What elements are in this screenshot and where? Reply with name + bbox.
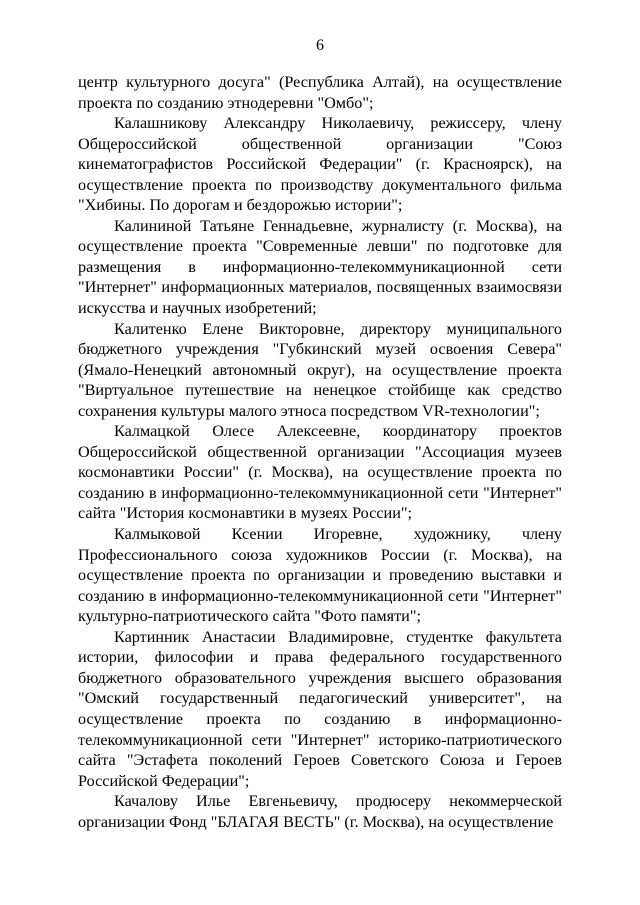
paragraph: Калитенко Елене Викторовне, директору муниципального бюджетного учреждения "Губкинский музей освоения Севера" (Ямало-Ненецкий автономный округ), на осуществление проекта "Виртуальное путешествие на ненецкое стойбище как средство сохранения культуры малого этноса посредством VR-технологии"; <box>78 319 562 420</box>
page-number: 6 <box>316 37 324 54</box>
paragraph: Картинник Анастасии Владимировне, студентке факультета истории, философии и права федерального государственного бюджетного образовательного учреждения высшего образования "Омский государственный педагогический университет", на осуществление проекта по созданию в информационно-телекоммуникационной сети "Интернет" историко-патриотического сайта "Эстафета поколений Героев Советского Союза и Героев Российской Федерации"; <box>78 627 562 790</box>
paragraph: центр культурного досуга" (Республика Алтай), на осуществление проекта по созданию этнодеревни "Омбо"; <box>78 73 562 112</box>
paragraph: Качалову Илье Евгеньевичу, продюсеру некоммерческой организации Фонд "БЛАГАЯ ВЕСТЬ" (г. Москва), на осуществление <box>78 792 562 831</box>
paragraph: Калининой Татьяне Геннадьевне, журналисту (г. Москва), на осуществление проекта "Современные левши" по подготовке для размещения в информационно-телекоммуникационной сети "Интернет" информационных материалов, посвященных взаимосвязи искусства и научных изобретений; <box>78 216 562 318</box>
paragraph: Калмацкой Олесе Алексеевне, координатору проектов Общероссийской общественной организации "Ассоциация музеев космонавтики России" (г. Москва), на осуществление проекта по созданию в информационно-телекоммуникационной сети "Интернет" сайта "История космонавтики в музеях России"; <box>78 422 562 523</box>
document-body <box>78 72 562 832</box>
paragraph: Калмыковой Ксении Игоревне, художнику, члену Профессионального союза художников России (г. Москва), на осуществление проекта по организации и проведению выставки и созданию в информационно-телекоммуникационной сети "Интернет" культурно-патриотического сайта "Фото памяти"; <box>78 525 562 626</box>
paragraph: Калашникову Александру Николаевичу, режиссеру, члену Общероссийской общественной организации "Союз кинематографистов Российской Федерации" (г. Красноярск), на осуществление проекта по производству документального фильма "Хибины. По дорогам и бездорожью истории"; <box>78 114 562 215</box>
